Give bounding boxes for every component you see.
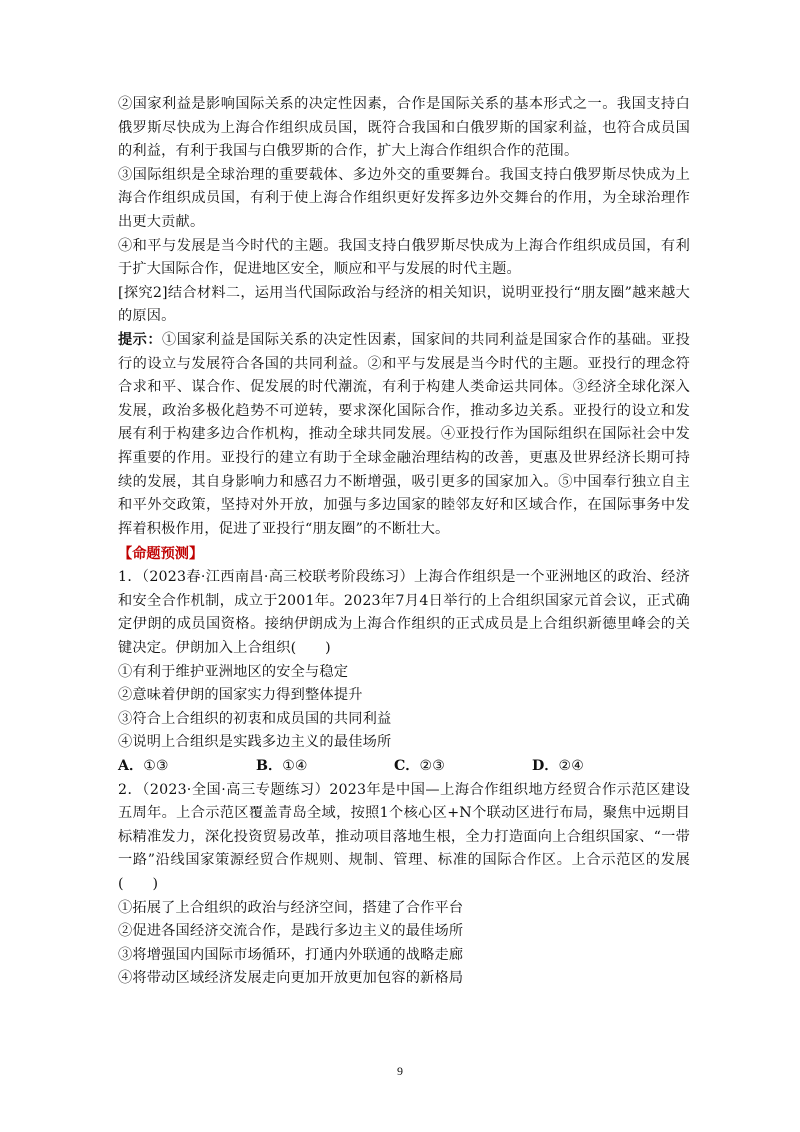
paragraph-point-3: ③国际组织是全球治理的重要载体、多边外交的重要舞台。我国支持白俄罗斯尽快成为上海合作组织成员国，有利于使上海合作组织更好发挥多边外交舞台的作用，为全球治理作出更大贡献。 — [118, 166, 690, 230]
option-b[interactable] — [256, 755, 394, 779]
question-1-item: ①有利于维护亚洲地区的安全与稳定 — [118, 663, 349, 680]
option-text: ②④ — [558, 758, 584, 775]
question-2-item: ③将增强国内国际市场循环，打通内外联通的战略走廊 — [118, 946, 464, 963]
question-2-item: ②促进各国经济交流合作，是践行多边主义的最佳场所 — [118, 923, 464, 940]
question-1-stem: 1．（2023春·江西南昌·高三校联考阶段练习）上海合作组织是一个亚洲地区的政治、经济和安全合作机制，成立于2001年。2023年7月4日举行的上合组织国家元首会议，正式确定伊朗的成员国资格。接纳伊朗成为上海合作组织的正式成员是上合组织新德里峰会的关键决定。伊朗加入上合组织( ) — [118, 569, 690, 657]
option-letter: A． — [118, 758, 144, 775]
question-1-item: ②意味着伊朗的国家实力得到整体提升 — [118, 687, 363, 704]
option-c[interactable] — [394, 755, 532, 779]
question-1-item: ④说明上合组织是实践多边主义的最佳场所 — [118, 734, 392, 751]
question-2-item: ④将带动区域经济发展走向更加开放更加包容的新格局 — [118, 970, 464, 987]
page-number: 9 — [397, 1064, 403, 1078]
question-1-item: ③符合上合组织的初衷和成员国的共同利益 — [118, 710, 392, 727]
section-title: 【命题预测】 — [118, 546, 204, 563]
option-d[interactable] — [532, 755, 670, 779]
option-a[interactable] — [118, 755, 256, 779]
option-letter: B． — [256, 758, 283, 775]
question-2-item: ①拓展了上合组织的政治与经济空间，搭建了合作平台 — [118, 899, 464, 916]
question-1-options — [118, 755, 690, 779]
option-text: ①④ — [282, 758, 308, 775]
option-text: ②③ — [419, 758, 445, 775]
option-letter: D． — [532, 758, 559, 775]
paragraph-point-4: ④和平与发展是当今时代的主题。我国支持白俄罗斯尽快成为上海合作组织成员国，有利于扩大国际合作，促进地区安全，顺应和平与发展的时代主题。 — [118, 237, 690, 278]
tip-label: 提示： — [118, 331, 163, 348]
inquiry-2-question: [探究2]结合材料二，运用当代国际政治与经济的相关知识，说明亚投行“朋友圈”越来越大的原因。 — [118, 284, 690, 325]
page-content — [118, 93, 690, 991]
option-letter: C． — [394, 758, 420, 775]
question-2-stem: 2．（2023·全国·高三专题练习）2023年是中国—上海合作组织地方经贸合作示范区建设五周年。上合示范区覆盖青岛全域，按照1个核心区+N个联动区进行布局，聚焦中远期目标精准发力，深化投资贸易改革，推动项目落地生根，全力打造面向上合组织国家、“一带一路”沿线国家策源经贸合作规则、规制、管理、标准的国际合作区。上合示范区的发展( ) — [118, 781, 690, 892]
option-text: ①③ — [143, 758, 169, 775]
tip-paragraph — [118, 329, 690, 541]
tip-text: ①国家利益是国际关系的决定性因素，国家间的共同利益是国家合作的基础。亚投行的设立与发展符合各国的共同利益。②和平与发展是当今时代的主题。亚投行的理念符合求和平、谋合作、促发展的时代潮流，有利于构建人类命运共同体。③经济全球化深入发展，政治多极化趋势不可逆转，要求深化国际合作，推动多边关系。亚投行的设立和发展有利于构建多边合作机构，推动全球共同发展。④亚投行作为国际组织在国际社会中发挥重要的作用。亚投行的建立有助于全球金融治理结构的改善，更惠及世界经济长期可持续的发展，其自身影响力和感召力不断增强，吸引更多的国家加入。⑤中国奉行独立自主和平外交政策，坚持对外开放，加强与多边国家的睦邻友好和区域合作，在国际事务中发挥着积极作用，促进了亚投行“朋友圈”的不断壮大。 — [118, 331, 691, 537]
paragraph-point-2: ②国家利益是影响国际关系的决定性因素，合作是国际关系的基本形式之一。我国支持白俄罗斯尽快成为上海合作组织成员国，既符合我国和白俄罗斯的国家利益，也符合成员国的利益，有利于我国与白俄罗斯的合作，扩大上海合作组织合作的范围。 — [118, 96, 690, 160]
